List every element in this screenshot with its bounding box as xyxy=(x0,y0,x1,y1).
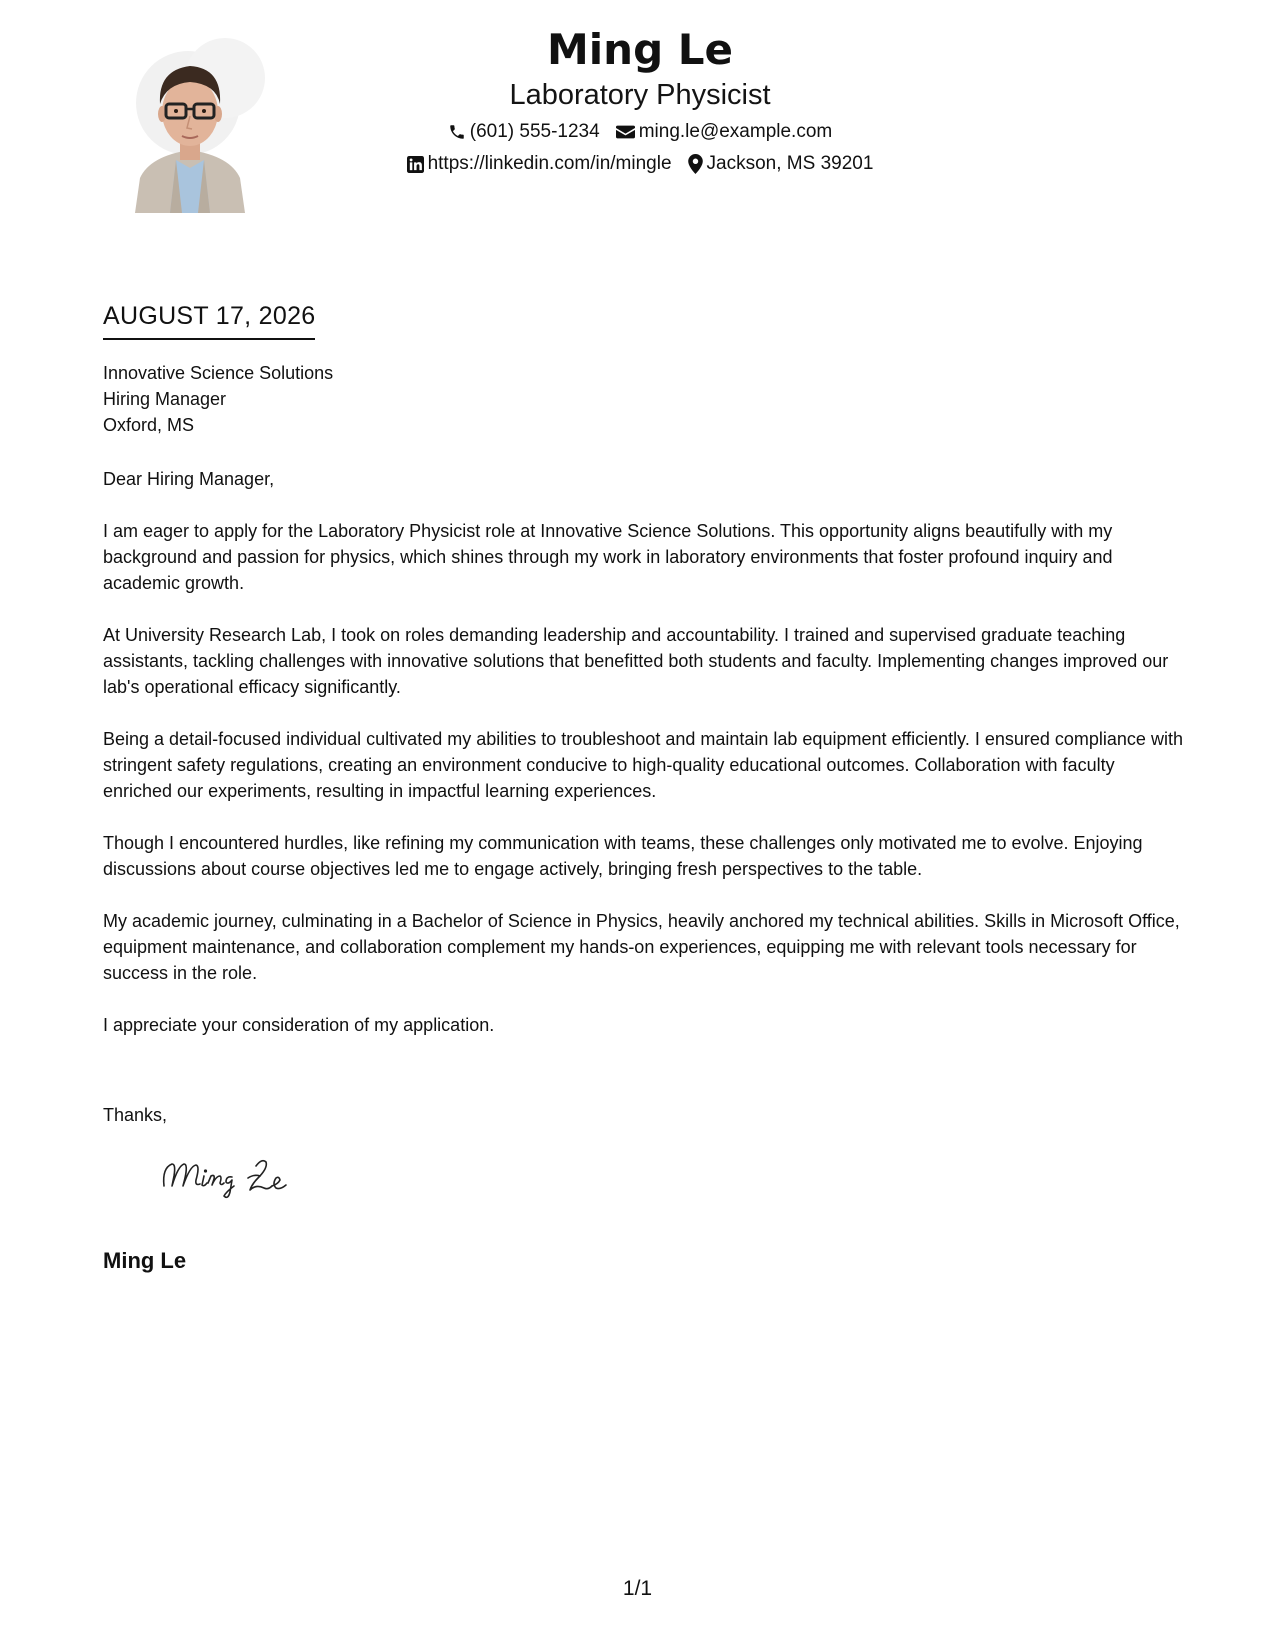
recipient-company: Innovative Science Solutions xyxy=(103,363,334,383)
map-pin-icon xyxy=(688,154,703,174)
profile-photo xyxy=(110,38,285,213)
envelope-icon xyxy=(616,124,635,140)
resume-header xyxy=(290,22,990,176)
job-title: Laboratory Physicist xyxy=(509,79,771,111)
letter-body xyxy=(103,466,1183,1064)
contact-row-primary xyxy=(290,120,990,144)
letter-date: AUGUST 17, 2026 xyxy=(103,300,315,340)
applicant-name: Ming Le xyxy=(546,25,734,74)
paragraph: I am eager to apply for the Laboratory Physicist role at Innovative Science Solutions. This opportunity aligns beautifully with my background and passion for physics, which shines through my work in laboratory environments that foster profound inquiry and academic growth. xyxy=(103,521,1113,593)
paragraph: Being a detail-focused individual cultivated my abilities to troubleshoot and maintain lab equipment efficiently. I ensured compliance with stringent safety regulations, creating an environment conducive to high-quality educational outcomes. Collaboration with faculty enriched our experiments, resulting in impactful learning experiences. xyxy=(103,729,1183,801)
closing: Thanks, xyxy=(103,1105,168,1125)
paragraph: I appreciate your consideration of my application. xyxy=(103,1015,495,1035)
linkedin-url: https://linkedin.com/in/mingle xyxy=(427,153,672,174)
recipient-role: Hiring Manager xyxy=(103,389,227,409)
signer-name: Ming Le xyxy=(103,1248,187,1273)
email-contact[interactable] xyxy=(616,120,833,144)
paragraph: At University Research Lab, I took on roles demanding leadership and accountability. I trained and supervised graduate teaching assistants, tackling challenges with innovative solutions that benefitted both students and faculty. Implementing changes improved our lab's operational efficacy significantly. xyxy=(103,625,1169,697)
salutation: Dear Hiring Manager, xyxy=(103,469,275,489)
signature xyxy=(160,1152,300,1207)
phone-contact[interactable] xyxy=(448,120,600,144)
letter-date-section xyxy=(103,300,315,340)
recipient-location: Oxford, MS xyxy=(103,415,195,435)
paragraph: Though I encountered hurdles, like refining my communication with teams, these challenges only motivated me to evolve. Enjoying discussions about course objectives led me to engage actively, bringing fresh perspectives to the table. xyxy=(103,833,1143,879)
linkedin-contact[interactable] xyxy=(407,152,672,176)
linkedin-icon xyxy=(407,156,424,173)
location-contact xyxy=(688,152,874,176)
email-address: ming.le@example.com xyxy=(638,121,833,142)
paragraph: My academic journey, culminating in a Bachelor of Science in Physics, heavily anchored my technical abilities. Skills in Microsoft Office, equipment maintenance, and collaboration complement my hands-on experiences, equipping me with relevant tools necessary for success in the role. xyxy=(103,911,1180,983)
phone-icon xyxy=(448,123,466,141)
location-text: Jackson, MS 39201 xyxy=(706,153,874,174)
phone-number: (601) 555-1234 xyxy=(469,121,600,142)
contact-row-secondary xyxy=(290,152,990,176)
page-number: 1/1 xyxy=(622,1577,653,1600)
recipient-block xyxy=(103,360,333,438)
